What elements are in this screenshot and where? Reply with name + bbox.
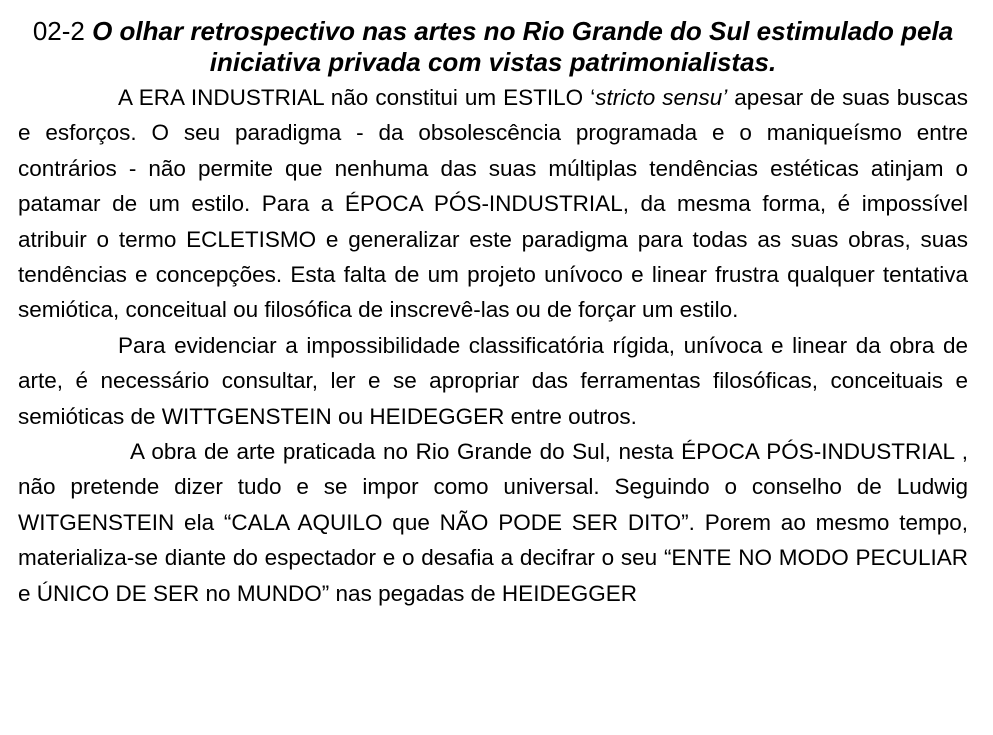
paragraph-1-italic-term: stricto sensu’ [595, 85, 728, 110]
paragraph-2 [18, 328, 968, 434]
paragraph-3-text: A obra de arte praticada no Rio Grande do Sul, nesta ÉPOCA PÓS-INDUSTRIAL , não pretende dizer tudo e se impor como universal. Seguindo o conselho de Ludwig WITGENSTEIN ela “CALA AQUILO que NÃO PODE SER DITO”. Porem ao mesmo tempo, materializa-se diante do espectador e o desafia a decifrar o seu “ENTE NO MODO PECULIAR e ÚNICO DE SER no MUNDO” nas pegadas de HEIDEGGER [18, 439, 968, 606]
document-page [18, 16, 968, 611]
paragraph-1-text-start: A ERA INDUSTRIAL não constitui um ESTILO ‘ [118, 85, 596, 110]
paragraph-1 [18, 80, 968, 328]
paragraph-2-text: Para evidenciar a impossibilidade classificatória rígida, unívoca e linear da obra de arte, é necessário consultar, ler e se apropriar das ferramentas filosóficas, conceituais e semióticas de WITTGENSTEIN ou HEIDEGGER entre outros. [18, 332, 968, 429]
section-number: 02-2 [32, 16, 85, 46]
paragraph-1-text-end: apesar de suas buscas e esforços. O seu paradigma - da obsolescência programada e o maniqueísmo entre contrários - não permite que nenhuma das suas múltiplas tendências estéticas atinjam o patamar de um estilo. Para a ÉPOCA PÓS-INDUSTRIAL, da mesma forma, é impossível atribuir o termo ECLETISMO e generalizar este paradigma para todas as suas obras, suas tendências e concepções. Esta falta de um projeto unívoco e linear frustra qualquer tentativa semiótica, conceitual ou filosófica de inscrevê-las ou de forçar um estilo. [18, 85, 968, 323]
paragraph-3 [18, 434, 968, 611]
section-title: O olhar retrospectivo nas artes no Rio Grande do Sul estimulado pela iniciativa privada com vistas patrimonialistas. [92, 16, 954, 77]
section-heading [18, 16, 968, 78]
